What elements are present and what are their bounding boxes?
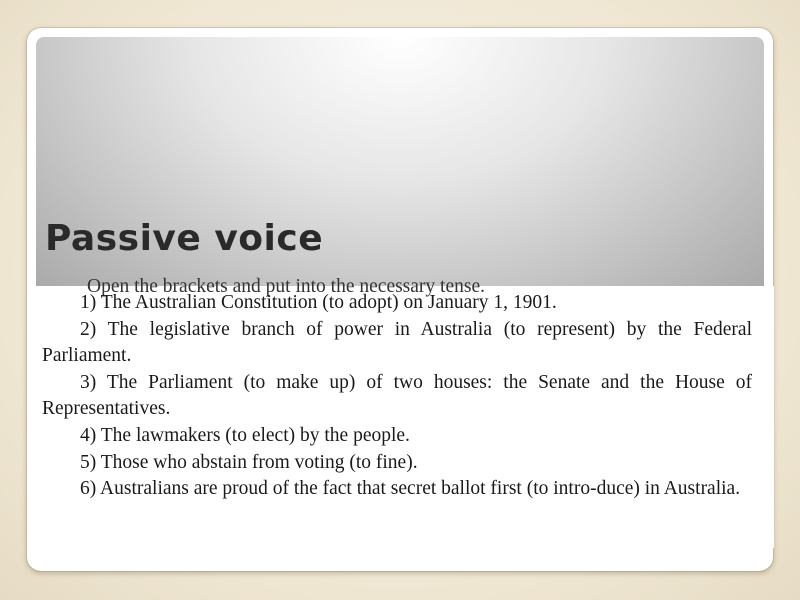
exercise-item-6: 6) Australians are proud of the fact that secret ballot first (to intro-duce) in Australia.	[80, 478, 741, 500]
slide-title: Passive voice	[45, 218, 324, 259]
slide	[27, 28, 773, 571]
exercise-item-5: 5) Those who abstain from voting (to fine).	[80, 451, 418, 473]
exercise-item-2: 2) The legislative branch of power in Australia (to represent) by the Federal Parliament.	[42, 318, 752, 367]
exercise-instruction: Open the brackets and put into the necessary tense.	[87, 276, 485, 297]
exercise-item-3: 3) The Parliament (to make up) of two houses: the Senate and the House of Representatives.	[42, 371, 752, 420]
exercise-image	[36, 276, 774, 548]
exercise-item-1: 1) The Australian Constitution (to adopt) on January 1, 1901.	[80, 292, 557, 313]
exercise-item-4: 4) The lawmakers (to elect) by the people.	[80, 424, 410, 446]
